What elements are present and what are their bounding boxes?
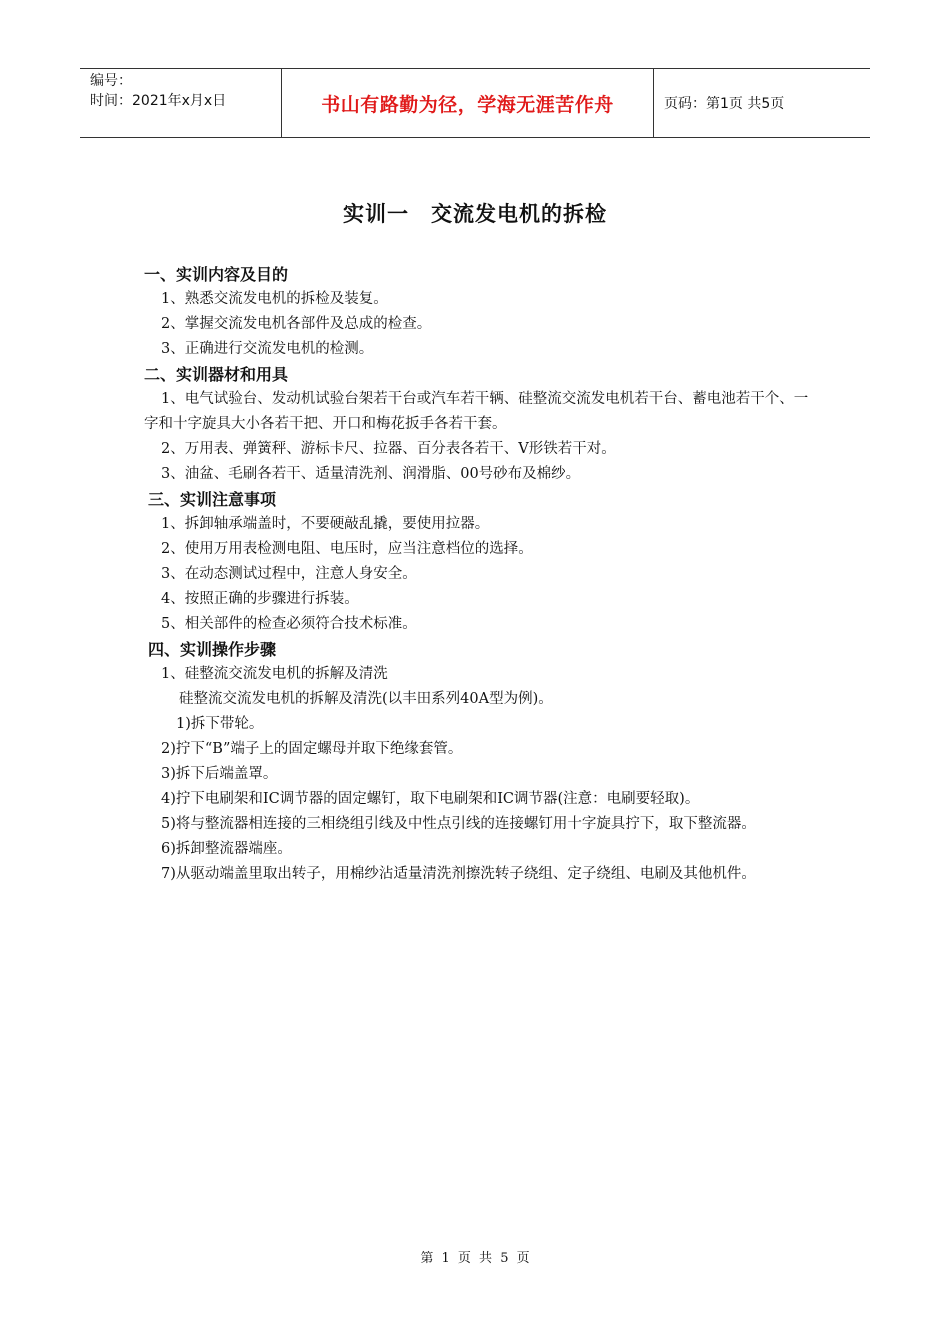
paragraph: 1、电气试验台、发动机试验台架若干台或汽车若干辆、硅整流交流发电机若干台、蓄电池若干个、一字和十字旋具大小各若干把、开口和梅花扳手各若干套。 — [144, 391, 809, 432]
paragraph: 2)拧下“B”端子上的固定螺母并取下绝缘套管。 — [161, 741, 463, 757]
paragraph: 1)拆下带轮。 — [176, 716, 264, 732]
header-page-cell — [654, 69, 870, 137]
page-footer: 第 1 页 共 5 页 — [420, 1251, 530, 1266]
header-motto-cell — [282, 69, 654, 137]
paragraph: 5、相关部件的检查必须符合技术标准。 — [161, 616, 417, 632]
header-table — [80, 68, 870, 138]
paragraph: 3、正确进行交流发电机的检测。 — [161, 341, 374, 357]
paragraph: 6)拆卸整流器端座。 — [161, 841, 292, 857]
paragraph: 3、在动态测试过程中，注意人身安全。 — [161, 566, 417, 582]
header-meta-cell — [80, 69, 282, 137]
paragraph: 2、掌握交流发电机各部件及总成的检查。 — [161, 316, 432, 332]
paragraph: 5)将与整流器相连接的三相绕组引线及中性点引线的连接螺钉用十字旋具拧下，取下整流器。 — [161, 816, 756, 832]
paragraph: 2、万用表、弹簧秤、游标卡尺、拉器、百分表各若干、V形铁若干对。 — [161, 441, 616, 457]
paragraph: 3)拆下后端盖罩。 — [161, 766, 278, 782]
paragraph: 4、按照正确的步骤进行拆装。 — [161, 591, 359, 607]
document-body — [144, 262, 814, 887]
paragraph: 2、使用万用表检测电阻、电压时，应当注意档位的选择。 — [161, 541, 533, 557]
number-label: 编号： — [90, 73, 132, 89]
paragraph: 3、油盆、毛刷各若干、适量清洗剂、润滑脂、00号砂布及棉纱。 — [161, 466, 581, 482]
paragraph: 4)拧下电刷架和IC调节器的固定螺钉，取下电刷架和IC调节器(注意：电刷要轻取)。 — [161, 791, 700, 807]
paragraph: 1、熟悉交流发电机的拆检及装复。 — [161, 291, 388, 307]
section-heading: 三、实训注意事项 — [148, 490, 277, 509]
paragraph: 1、硅整流交流发电机的拆解及清洗 — [161, 666, 388, 682]
paragraph: 1、拆卸轴承端盖时，不要硬敲乱撬，要使用拉器。 — [161, 516, 490, 532]
page-label: 页码：第1页 共5页 — [664, 96, 785, 112]
document-title: 实训一 交流发电机的拆检 — [343, 202, 607, 226]
section-heading: 二、实训器材和用具 — [144, 365, 289, 384]
section-heading: 一、实训内容及目的 — [144, 265, 289, 284]
paragraph: 硅整流交流发电机的拆解及清洗(以丰田系列40A型为例)。 — [179, 691, 553, 707]
paragraph: 7)从驱动端盖里取出转子，用棉纱沾适量清洗剂擦洗转子绕组、定子绕组、电刷及其他机件。 — [161, 866, 756, 882]
motto: 书山有路勤为径，学海无涯苦作舟 — [321, 93, 614, 116]
section-heading: 四、实训操作步骤 — [148, 640, 277, 659]
time-label: 时间：2021年x月x日 — [90, 93, 227, 109]
